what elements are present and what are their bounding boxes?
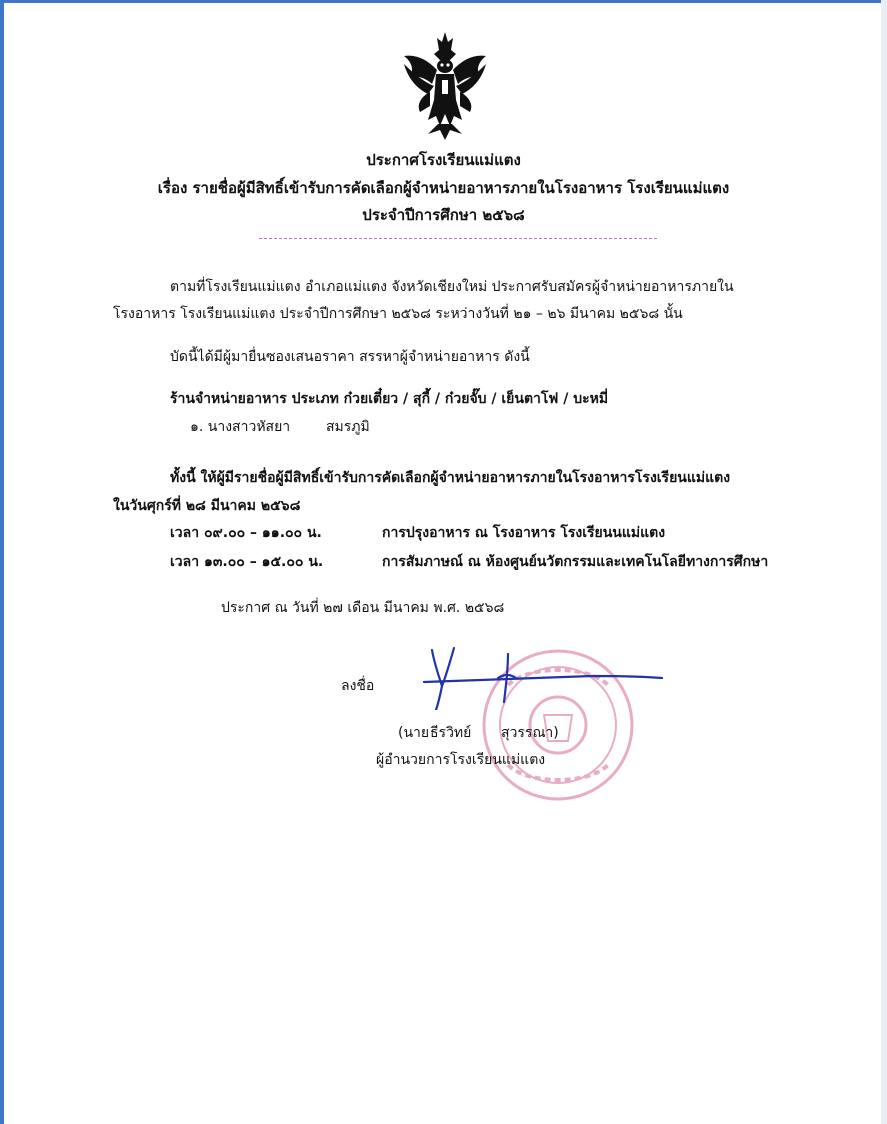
academic-year: ประจำปีการศึกษา ๒๕๖๘: [362, 206, 525, 224]
schedule-date: ในวันศุกร์ที่ ๒๘ มีนาคม ๒๕๖๘: [113, 498, 301, 514]
schedule-line-1: ทั้งนี้ ให้ผู้มีรายชื่อผู้มีสิทธิ์เข้ารับการคัดเลือกผู้จำหน่ายอาหารภายในโรงอาหารโรงเรียนแม่แตง: [170, 470, 731, 486]
time-slot-2: เวลา ๑๓.๐๐ – ๑๕.๐๐ น.: [170, 554, 324, 570]
header-divider: [259, 238, 657, 239]
paragraph-2: บัดนี้ได้มีผู้มายื่นซองเสนอราคา สรรหาผู้จำหน่ายอาหาร ดังนี้: [170, 349, 530, 365]
signer-name-prefix: (นาย: [398, 725, 430, 741]
candidate-surname: สมรภูมิ: [326, 419, 370, 435]
time-slot-1: เวลา ๐๙.๐๐ – ๑๑.๐๐ น.: [170, 525, 322, 541]
activity-2: การสัมภาษณ์ ณ ห้องศูนย์นวัตกรรมและเทคโนโลยีทางการศึกษา: [382, 554, 769, 570]
paragraph-1-line-2: โรงอาหาร โรงเรียนแม่แตง ประจำปีการศึกษา ๒๕๖๘ ระหว่างวันที่ ๒๑ – ๒๖ มีนาคม ๒๕๖๘ นั้น: [113, 306, 683, 322]
signer-last-name: สุวรรณา): [501, 725, 559, 741]
window-frame-top: [0, 0, 887, 3]
sign-label: ลงชื่อ: [341, 678, 375, 694]
announcement-title: ประกาศโรงเรียนแม่แตง: [366, 151, 521, 169]
activity-1: การปรุงอาหาร ณ โรงอาหาร โรงเรียนนแม่แตง: [382, 525, 666, 541]
garuda-emblem-icon: [398, 30, 492, 142]
paragraph-1-line-1: ตามที่โรงเรียนแม่แตง อำเภอแม่แตง จังหวัดเชียงใหม่ ประกาศรับสมัครผู้จำหน่ายอาหารภายใน: [170, 279, 734, 295]
signer-first-name: ธีรวิทย์: [430, 725, 472, 741]
signer-position: ผู้อำนวยการโรงเรียนแม่แตง: [376, 752, 546, 768]
announce-date: ประกาศ ณ วันที่ ๒๗ เดือน มีนาคม พ.ศ. ๒๕๖๘: [221, 600, 505, 616]
announcement-subject: เรื่อง รายชื่อผู้มีสิทธิ์เข้ารับการคัดเลือกผู้จำหน่ายอาหารภายในโรงอาหาร โรงเรียนแม่แตง: [157, 179, 730, 197]
candidate-name: ๑. นางสาวหัสยา: [190, 419, 291, 435]
signature-scribble: [412, 640, 672, 710]
shop-type: ร้านจำหน่ายอาหาร ประเภท ก๋วยเตี๋ยว / สุกี้ / ก๋วยจั๊บ / เย็นตาโฟ / บะหมี่: [170, 391, 609, 407]
